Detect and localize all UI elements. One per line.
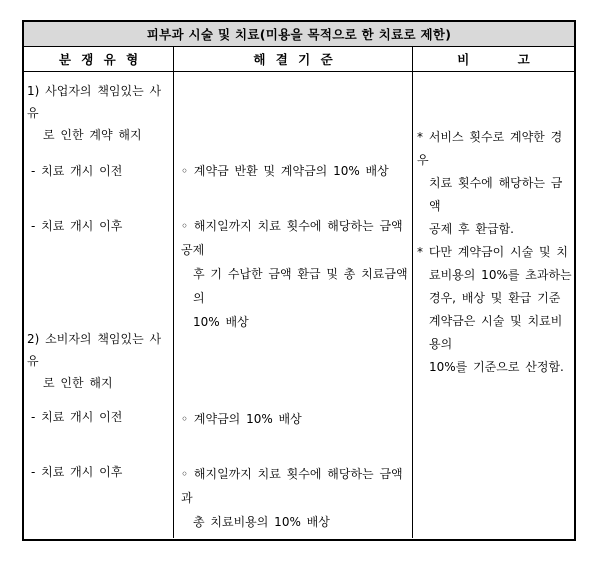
dispute-type-column xyxy=(24,72,174,538)
note-line: * 다만 계약금이 시술 및 치 xyxy=(417,245,568,259)
header-dispute-type: 분 쟁 유 형 xyxy=(24,47,174,71)
table-title: 피부과 시술 및 치료(미용을 목적으로 한 치료로 제한) xyxy=(24,22,574,47)
case2-heading-line2: 로 인한 해지 xyxy=(43,376,113,390)
note-line: 경우, 배상 및 환급 기준 xyxy=(429,291,561,305)
case2-heading-line1: 2) 소비자의 책임있는 사유 xyxy=(27,332,162,368)
resolution-line: ◦ 해지일까지 치료 횟수에 해당하는 금액 공제 xyxy=(181,219,403,257)
case2-item1-label: - 치료 개시 이전 xyxy=(31,410,123,424)
note-line: 료비용의 10%를 초과하는 xyxy=(429,268,572,282)
case1-item1-label: - 치료 개시 이전 xyxy=(31,164,123,178)
resolution-line: 총 치료비용의 10% 배상 xyxy=(193,515,330,529)
note-line: 치료 횟수에 해당하는 금액 xyxy=(429,176,563,213)
note-line: * 서비스 횟수로 계약한 경우 xyxy=(417,130,563,167)
remarks-note1 xyxy=(413,126,572,241)
remarks-note2 xyxy=(413,241,572,379)
resolution-line: ◦ 해지일까지 치료 횟수에 해당하는 금액과 xyxy=(181,467,403,505)
table-header-row xyxy=(24,47,574,72)
remarks-column xyxy=(413,72,574,538)
remarks-notes xyxy=(413,126,572,379)
case2-item2-label: - 치료 개시 이후 xyxy=(31,465,123,479)
case1-item2-label: - 치료 개시 이후 xyxy=(31,219,123,233)
resolution-column xyxy=(174,72,413,538)
resolution-line: 후 기 수납한 금액 환급 및 총 치료금액의 xyxy=(193,267,408,305)
header-remarks: 비 고 xyxy=(457,52,530,67)
case2-heading xyxy=(24,328,171,394)
case1-heading-line1: 1) 사업자의 책임있는 사유 xyxy=(27,84,162,120)
resolution-line: 10% 배상 xyxy=(193,315,249,329)
resolution-line: ◦ 계약금의 10% 배상 xyxy=(181,412,302,426)
case1-item2-resolution xyxy=(174,214,410,334)
header-resolution: 해 결 기 준 xyxy=(174,47,413,71)
case1-item1-resolution xyxy=(174,160,410,182)
resolution-line: ◦ 계약금 반환 및 계약금의 10% 배상 xyxy=(181,164,389,178)
note-line: 계약금은 시술 및 치료비용의 xyxy=(429,314,563,351)
case2-item2-resolution xyxy=(174,462,410,534)
case2-item1-resolution xyxy=(174,408,410,430)
note-line: 10%를 기준으로 산정함. xyxy=(429,360,564,374)
note-line: 공제 후 환급함. xyxy=(429,222,514,236)
case1-heading-line2: 로 인한 계약 해지 xyxy=(43,128,142,142)
case1-heading xyxy=(24,80,171,146)
table-body xyxy=(24,72,574,538)
dispute-resolution-table xyxy=(22,20,576,541)
